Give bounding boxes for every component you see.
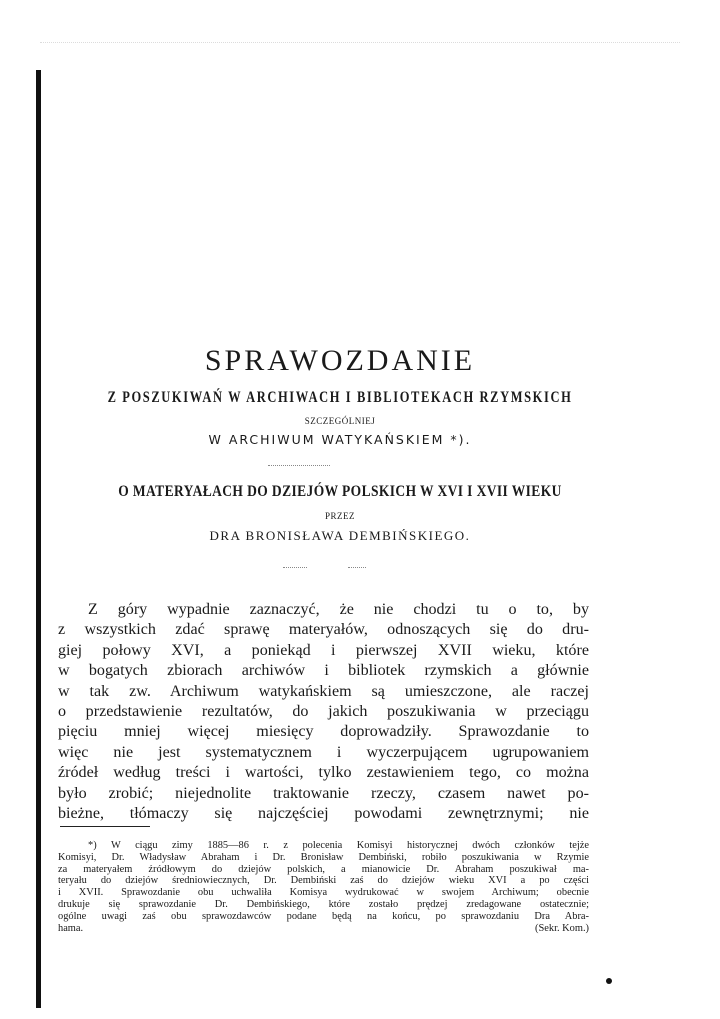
footnote-line: za materyałem źródłowym do dziejów polskich, a mianowicie Dr. Abraham poszukiwał ma- xyxy=(58,863,589,875)
author-line: DRA BRONISŁAWA DEMBIŃSKIEGO. xyxy=(209,528,471,543)
footnote-line: drukuje się sprawozdanie Dr. Dembińskiego, które zostało prędzej zredagowane ostatecznie; xyxy=(58,898,589,910)
body-line: więc nie jest systematycznem i wyczerpującem ugrupowaniem xyxy=(58,743,589,761)
subtitle-qualifier: SZCZEGÓLNIEJ xyxy=(304,416,376,426)
document-title: SPRAWOZDANIE xyxy=(204,344,476,377)
document-subtitle: Z POSZUKIWAŃ W ARCHIWACH I BIBLIOTEKACH RZYMSKICH xyxy=(107,388,573,406)
footnote-line: ogólne uwagi zaś obu sprawozdawców podane będą na końcu, po sprawozdaniu Dra Abra- xyxy=(58,910,589,922)
book-spine-shadow xyxy=(36,70,41,1008)
body-line: w tak zw. Archiwum watykańskiem są umieszczone, ale raczej xyxy=(58,682,589,700)
body-line: giej połowy XVI, a poniekąd i pierwszej XVII wieku, które xyxy=(58,641,589,659)
footnote-signature: (Sekr. Kom.) xyxy=(535,922,589,934)
ornament-divider xyxy=(268,465,330,466)
body-line: Z góry wypadnie zaznaczyć, że nie chodzi tu o to, by xyxy=(88,601,589,618)
body-line: w bogatych zbiorach archiwów i bibliotek rzymskich a głównie xyxy=(58,662,589,680)
footnote-line: hama. xyxy=(58,922,84,934)
body-line: bieżne, tłómaczy się najczęściej powodami zewnętrznymi; nie xyxy=(58,805,589,823)
body-line: źródeł według treści i wartości, tylko zestawieniem tego, co można xyxy=(58,764,589,782)
body-paragraph xyxy=(58,600,589,824)
footnote-line: Komisyi, Dr. Władysław Abraham i Dr. Bronisław Dembiński, robiło poszukiwania w Rzymie xyxy=(58,851,589,863)
ornament-divider-right xyxy=(348,567,366,568)
page-top-speckle xyxy=(40,42,680,51)
topic-heading: O MATERYAŁACH DO DZIEJÓW POLSKICH W XVI I XVII WIEKU xyxy=(118,481,562,500)
page-mark xyxy=(606,978,612,984)
body-line: pięciu mniej więcej miesięcy doprowadziły. Sprawozdanie to xyxy=(58,723,589,741)
footnote-line: teryału do dziejów średniowiecznych, Dr. Dembiński zaś do dziejów wieku XVI a po części xyxy=(58,875,589,887)
body-line: o przedstawienie rezultatów, do jakich poszukiwania w przeciągu xyxy=(58,703,589,721)
body-line: było zrobić; niejednolite traktowanie rzeczy, czasem nawet po- xyxy=(58,784,589,802)
archive-line: W ARCHIWUM WATYKAŃSKIEM *). xyxy=(208,432,472,447)
footnote xyxy=(58,840,589,934)
ornament-divider-left xyxy=(283,567,307,568)
body-line: z wszystkich zdać sprawę materyałów, odnoszących się do dru- xyxy=(58,621,589,639)
footnote-line: i XVII. Sprawozdanie obu uchwaliła Komisya wydrukować w swojem Archiwum; obecnie xyxy=(58,887,589,899)
footnote-line: *) W ciągu zimy 1885—86 r. z polecenia Komisyi historycznej dwóch członków tejże xyxy=(88,840,589,851)
footnote-rule xyxy=(60,826,150,827)
by-label: PRZEZ xyxy=(324,511,355,521)
